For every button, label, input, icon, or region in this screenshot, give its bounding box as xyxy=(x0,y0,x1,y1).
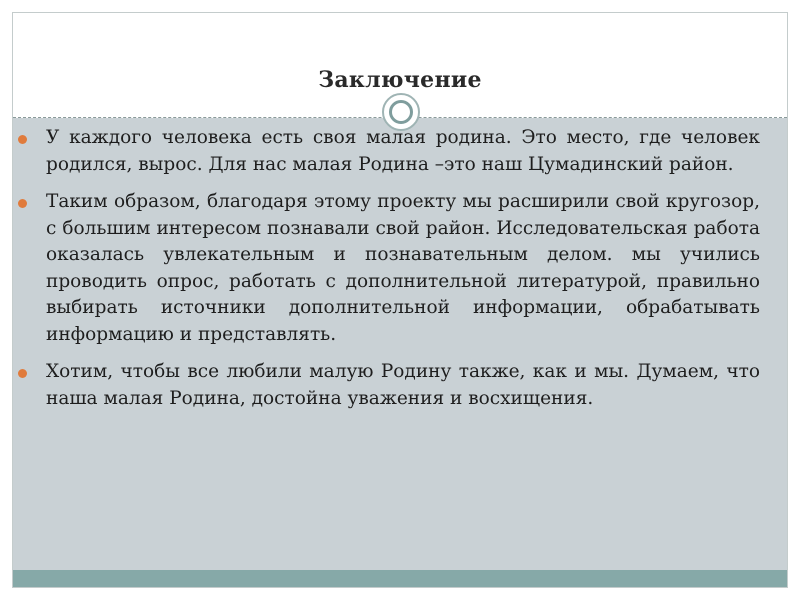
paragraph-2 xyxy=(14,189,760,348)
bullet-icon xyxy=(18,135,27,144)
slide-content xyxy=(14,125,760,423)
bottom-band xyxy=(13,570,787,588)
circle-ornament-inner-icon xyxy=(389,100,413,124)
paragraph-text: Хотим, чтобы все любили малую Родину также, как и мы. Думаем, что наша малая Родина, достойна уважения и восхищения. xyxy=(46,361,760,409)
paragraph-text: Таким образом, благодаря этому проекту мы расширили свой кругозор, с большим интересом познавали свой район. Исследовательская работа оказалась увлекательным и познавательным делом. мы учились проводить опрос, работать с дополнительной литературой, правильно выбирать источники дополнительной информации, обрабатывать информацию и представлять. xyxy=(46,191,760,345)
bullet-icon xyxy=(18,369,27,378)
bullet-icon xyxy=(18,199,27,208)
paragraph-text: У каждого человека есть своя малая родина. Это место, где человек родился, вырос. Для нас малая Родина –это наш Цумадинский район. xyxy=(46,127,760,175)
slide-title: Заключение xyxy=(318,67,482,93)
paragraph-3 xyxy=(14,359,760,412)
paragraph-1 xyxy=(14,125,760,178)
